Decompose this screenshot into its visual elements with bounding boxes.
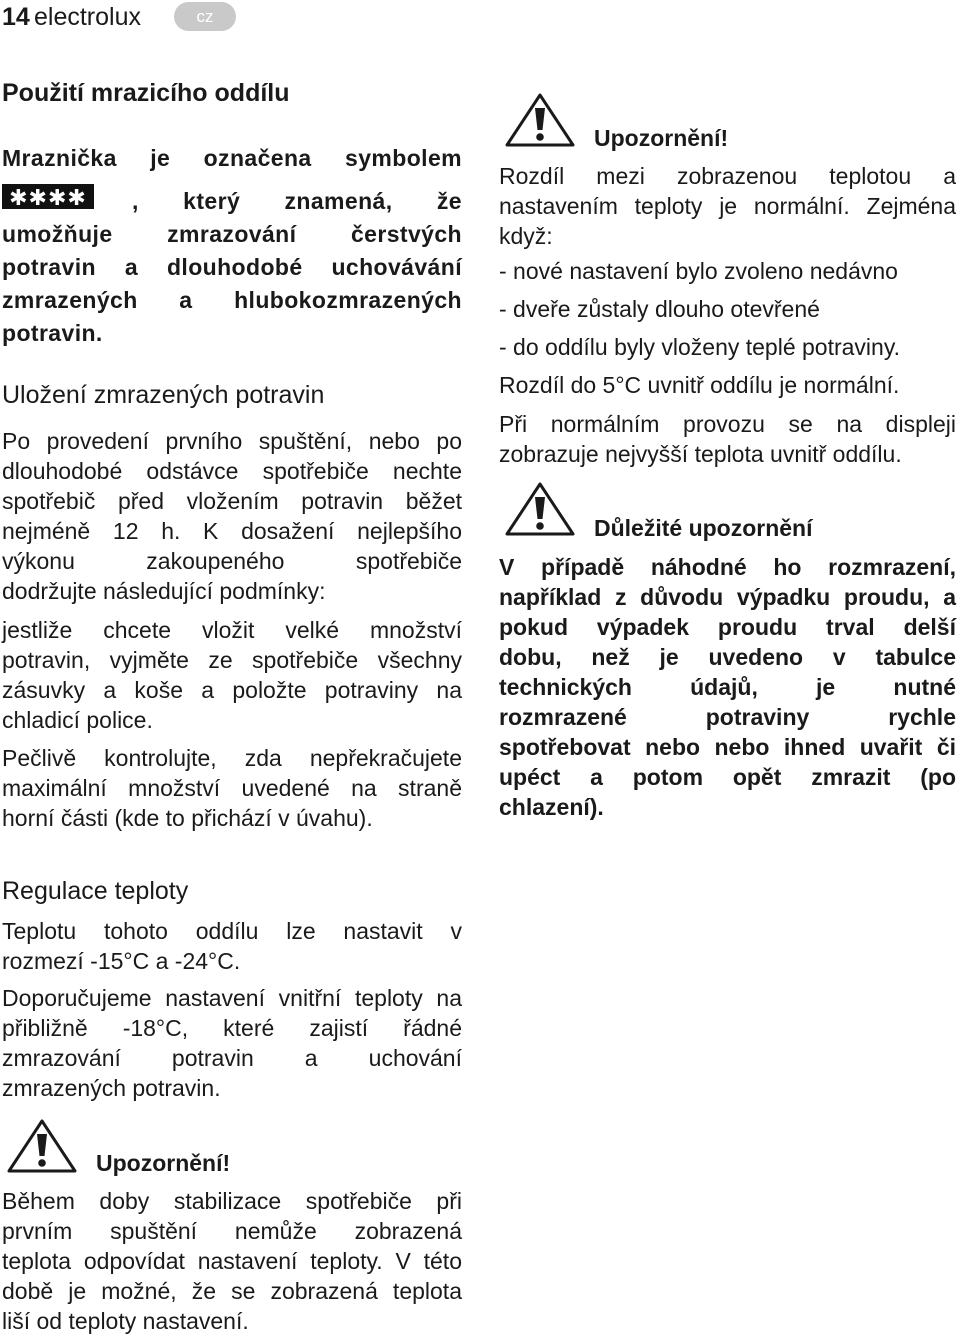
freezer-line-3: umožňuje zmrazování čerstvých (2, 221, 462, 247)
text-line: nejméně 12 h. K dosažení nejlepšího (2, 518, 462, 544)
warning-right-paragraph-2: Rozdíl do 5°C uvnitř oddílu je normální. (499, 372, 900, 398)
text-line: zmrazování potravin a uchování (2, 1045, 462, 1071)
text-line: spotřebič před vložením potravin běžet (2, 488, 462, 514)
warning-triangle-icon (6, 1118, 78, 1174)
text-line: Během doby stabilizace spotřebiče při (2, 1188, 462, 1214)
freezer-line-2: , který znamená, že (132, 188, 462, 214)
warning-left-text (2, 1186, 462, 1336)
storage-title: Uložení zmrazených potravin (2, 381, 325, 409)
freezer-line-1: Mraznička je označena symbolem (2, 145, 462, 171)
freezer-star-symbol-icon: ✱✱✱✱ (2, 184, 94, 209)
text-line: dodržujte následující podmínky: (2, 578, 326, 604)
text-line: zásuvky a koše a položte potraviny na (2, 677, 462, 703)
storage-paragraph-3 (2, 743, 462, 833)
text-line: teplota odpovídat nastavení teploty. V této (2, 1248, 462, 1274)
regulation-paragraph-1 (2, 916, 462, 976)
storage-paragraph-2 (2, 615, 462, 735)
list-item: - do oddílu byly vloženy teplé potraviny. (499, 334, 901, 360)
freezer-line-5: zmrazených a hlubokozmrazených (2, 287, 462, 313)
text-line: například z důvodu výpadku proudu, a (499, 584, 956, 610)
text-line: nastavením teploty je normální. Zejména (499, 193, 956, 219)
freezer-line-6: potravin. (2, 320, 103, 346)
text-line: výkonu zakoupeného spotřebiče (2, 548, 462, 574)
warning-right-paragraph-3 (499, 409, 956, 469)
warning-left-title: Upozornění! (96, 1150, 231, 1176)
freezer-line-4: potravin a dlouhodobé uchovávání (2, 254, 462, 280)
text-line: zmrazených potravin. (2, 1075, 221, 1101)
regulation-paragraph-2 (2, 983, 462, 1103)
text-line: Rozdíl mezi zobrazenou teplotou a (499, 163, 956, 189)
text-line: zobrazuje nejvyšší teplota uvnitř oddílu. (499, 441, 902, 467)
text-line: dobu, než je uvedeno v tabulce (499, 644, 956, 670)
text-line: Po provedení prvního spuštění, nebo po (2, 428, 462, 454)
warning-triangle-icon (504, 481, 576, 537)
brand-name: electrolux (34, 3, 141, 31)
language-badge: cz (174, 2, 236, 31)
important-title: Důležité upozornění (594, 515, 813, 541)
text-line: rozmrazené potraviny rychle (499, 704, 956, 730)
text-line: potravin, vyjměte ze spotřebiče všechny (2, 647, 462, 673)
text-line: technických údajů, je nutné (499, 674, 956, 700)
text-line: dlouhodobé odstávce spotřebiče nechte (2, 458, 462, 484)
text-line: horní části (kde to přichází v úvahu). (2, 805, 373, 831)
text-line: Doporučujeme nastavení vnitřní teploty na (2, 985, 462, 1011)
warning-triangle-icon (504, 92, 576, 148)
important-text (499, 552, 956, 822)
list-item: - dveře zůstaly dlouho otevřené (499, 296, 820, 322)
list-item: - nové nastavení bylo zvoleno nedávno (499, 258, 898, 284)
text-line: době je možné, že se zobrazená teplota (2, 1278, 462, 1304)
warning-right-intro (499, 161, 956, 251)
text-line: chlazení). (499, 794, 604, 820)
warning-right-title: Upozornění! (594, 125, 729, 151)
text-line: liší od teploty nastavení. (2, 1308, 249, 1334)
text-line: spotřebovat nebo nebo ihned uvařit či (499, 734, 956, 760)
text-line: Při normálním provozu se na displeji (499, 411, 956, 437)
text-line: pokud výpadek proudu trval delší (499, 614, 956, 640)
freezer-title: Použití mrazicího oddílu (2, 79, 290, 107)
text-line: V případě náhodné ho rozmrazení, (499, 554, 956, 580)
text-line: Pečlivě kontrolujte, zda nepřekračujete (2, 745, 462, 771)
text-line: když: (499, 223, 553, 249)
text-line: jestliže chcete vložit velké množství (2, 617, 462, 643)
storage-paragraph-1 (2, 426, 462, 606)
text-line: maximální množství uvedené na straně (2, 775, 462, 801)
text-line: chladicí police. (2, 707, 153, 733)
text-line: Teplotu tohoto oddílu lze nastavit v (2, 918, 462, 944)
page-number: 14 (2, 3, 30, 31)
text-line: prvním spuštění nemůže zobrazená (2, 1218, 462, 1244)
regulation-title: Regulace teploty (2, 877, 189, 905)
text-line: přibližně -18°C, které zajistí řádné (2, 1015, 462, 1041)
text-line: rozmezí -15°C a -24°C. (2, 948, 241, 974)
text-line: upéct a potom opět zmrazit (po (499, 764, 956, 790)
